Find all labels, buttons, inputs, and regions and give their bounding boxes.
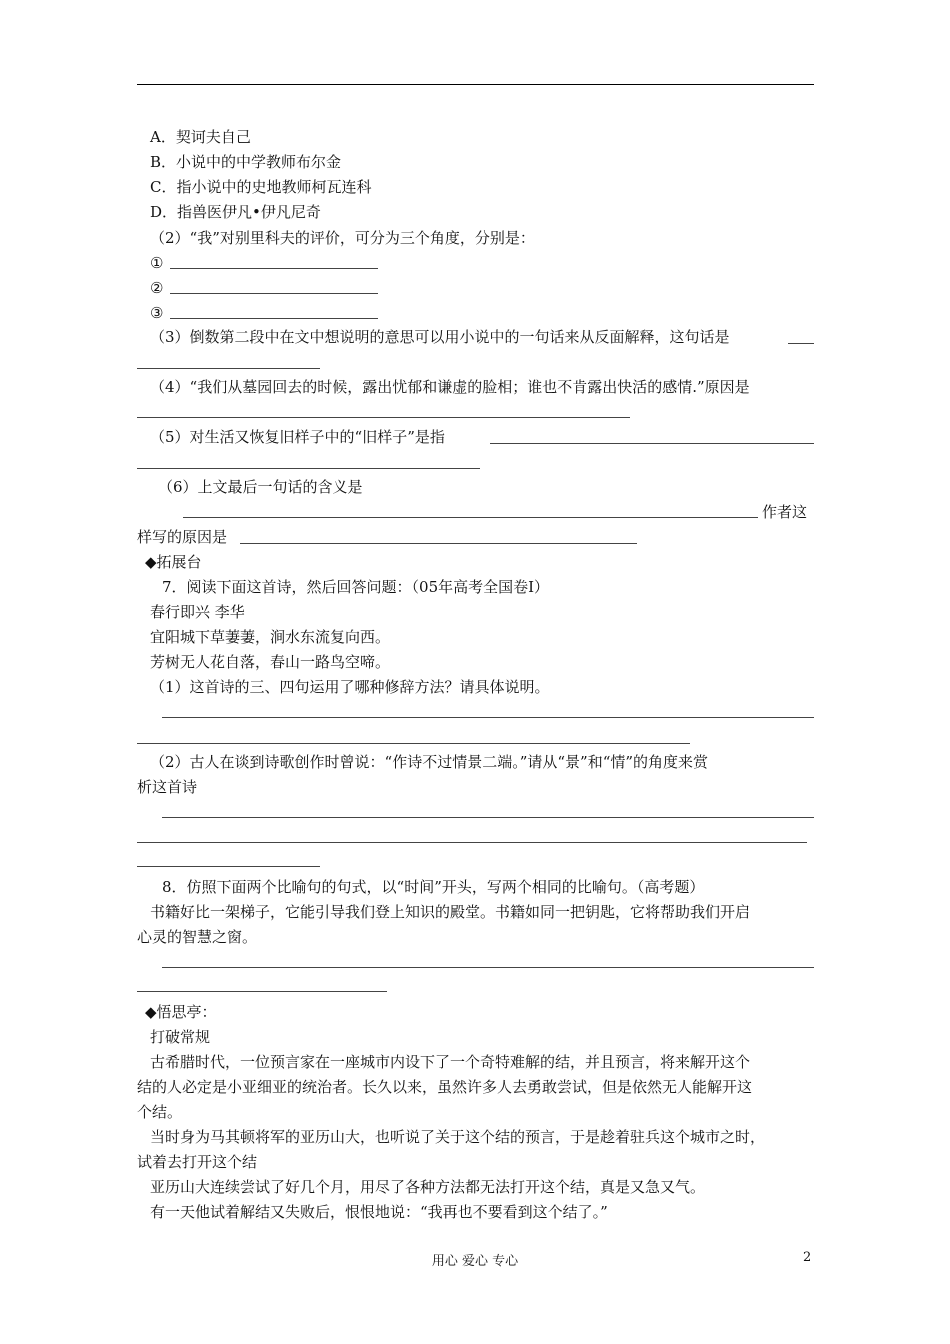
- answer-blank-4: [137, 417, 630, 418]
- answer-marker-1: ①: [150, 254, 164, 272]
- question-6: （6）上文最后一句话的含义是: [158, 478, 363, 496]
- section-heading-extension: ◆拓展台: [145, 553, 202, 571]
- story-paragraph-2: 当时身为马其顿将军的亚历山大，也听说了关于这个结的预言，于是趁着驻兵这个城市之时，: [150, 1128, 766, 1146]
- answer-blank-1: [170, 268, 378, 269]
- answer-blank-8b: [137, 991, 387, 992]
- question-7-2: （2）古人在谈到诗歌创作时曾说：“作诗不过情景二端。”请从“景”和“情”的角度来赏: [150, 753, 709, 771]
- answer-blank-6b: [240, 543, 637, 544]
- story-paragraph-1: 古希腊时代，一位预言家在一座城市内设下了一个奇特难解的结，并且预言，将来解开这个: [150, 1053, 751, 1071]
- question-2: （2）“我”对别里科夫的评价，可分为三个角度，分别是：: [150, 229, 535, 247]
- footer-slogan: 用心 爱心 专心: [431, 1254, 519, 1269]
- page-number: 2: [803, 1250, 812, 1265]
- question-7-1: （1）这首诗的三、四句运用了哪种修辞方法？请具体说明。: [150, 678, 550, 696]
- story-paragraph-3: 亚历山大连续尝试了好几个月，用尽了各种方法都无法打开这个结，真是又急又气。: [150, 1178, 706, 1196]
- question-5: （5）对生活又恢复旧样子中的“旧样子”是指: [150, 428, 445, 446]
- answer-blank-7-1b: [137, 743, 690, 744]
- question-7-2-continued: 析这首诗: [137, 778, 198, 796]
- answer-blank-3: [170, 318, 378, 319]
- story-title: 打破常规: [150, 1028, 211, 1046]
- answer-blank-5b: [137, 468, 480, 469]
- section-heading-reflection: ◆悟思亭：: [145, 1003, 217, 1021]
- question-8: 8．仿照下面两个比喻句的句式，以“时间”开头，写两个相同的比喻句。（高考题）: [162, 878, 705, 896]
- poem-line-1: 宜阳城下草萋萋，涧水东流复向西。: [150, 628, 391, 646]
- answer-blank-7-1a: [162, 717, 814, 718]
- answer-blank-7-2a: [162, 817, 814, 818]
- story-paragraph-1-line-2: 结的人必定是小亚细亚的统治者。长久以来，虽然许多人去勇敢尝试，但是依然无人能解开这: [137, 1078, 753, 1096]
- story-paragraph-2-line-2: 试着去打开这个结: [137, 1153, 258, 1171]
- story-paragraph-1-line-3: 个结。: [137, 1103, 183, 1121]
- option-a: A．契诃夫自己: [150, 128, 251, 146]
- option-b: B．小说中的中学教师布尔金: [150, 153, 342, 171]
- answer-blank-7-2c: [137, 866, 320, 867]
- example-sentence-continued: 心灵的智慧之窗。: [137, 928, 258, 946]
- answer-marker-2: ②: [150, 279, 164, 297]
- question-6-continued: 作者这: [762, 503, 808, 521]
- example-sentence: 书籍好比一架梯子，它能引导我们登上知识的殿堂。书籍如同一把钥匙，它将帮助我们开启: [150, 903, 751, 921]
- answer-blank-7-2b: [137, 842, 807, 843]
- answer-blank-6a: [183, 517, 758, 518]
- question-7: 7．阅读下面这首诗，然后回答问题：（05年高考全国卷I）: [162, 578, 550, 596]
- answer-blank-3b: [137, 368, 320, 369]
- question-4: （4）“我们从墓园回去的时候，露出忧郁和谦虚的脸相；谁也不肯露出快活的感情.”原因是: [150, 378, 750, 396]
- story-paragraph-4: 有一天他试着解结又失败后，恨恨地说：“我再也不要看到这个结了。”: [150, 1203, 608, 1221]
- question-6-reason: 样写的原因是: [137, 528, 228, 546]
- answer-blank-3a: [788, 343, 814, 344]
- poem-line-2: 芳树无人花自落，春山一路鸟空啼。: [150, 653, 391, 671]
- question-3: （3）倒数第二段中在文中想说明的意思可以用小说中的一句话来从反面解释，这句话是: [150, 328, 730, 346]
- answer-blank-5a: [490, 443, 814, 444]
- poem-title: 春行即兴 李华: [150, 603, 245, 621]
- header-rule: [137, 84, 814, 85]
- answer-marker-3: ③: [150, 304, 164, 322]
- option-c: C．指小说中的史地教师柯瓦连科: [150, 178, 372, 196]
- answer-blank-8a: [162, 967, 814, 968]
- answer-blank-2: [170, 293, 378, 294]
- option-d: D．指兽医伊凡•伊凡尼奇: [150, 203, 321, 221]
